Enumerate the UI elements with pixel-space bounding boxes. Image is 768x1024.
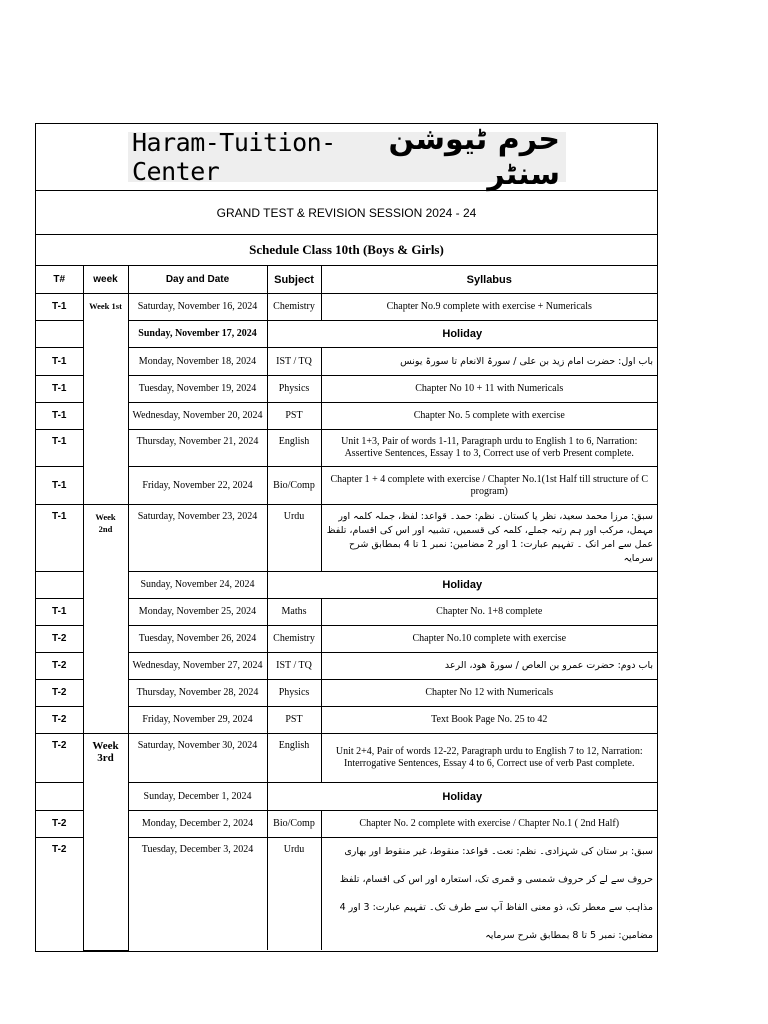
table-row bbox=[36, 599, 657, 626]
test-number: T-2 bbox=[36, 734, 83, 783]
day-date: Tuesday, November 26, 2024 bbox=[128, 626, 267, 653]
test-number: T-1 bbox=[36, 403, 83, 430]
subject: Physics bbox=[267, 680, 321, 707]
table-row bbox=[36, 403, 657, 430]
syllabus: Text Book Page No. 25 to 42 bbox=[321, 707, 657, 734]
banner-urdu: حرم ٹیوشن سنٹر bbox=[388, 122, 560, 192]
subject: Maths bbox=[267, 599, 321, 626]
header-t: T# bbox=[36, 266, 83, 294]
syllabus: Chapter No.10 complete with exercise bbox=[321, 626, 657, 653]
syllabus: Chapter No. 1+8 complete bbox=[321, 599, 657, 626]
week-cell: Week 2nd bbox=[83, 505, 128, 734]
syllabus: سبق: بر ستان کی شہزادی۔ نظم: نعت۔ قواعد: منقوط، غیر منقوط اور بھاری حروف سے لے کر حروف شمسی و قمری تک، استعارہ اور اس کی اقسام، تلفظ مذاہب سے معطر تک، ذو معنی الفاظ آپ سے طرف تک۔ تفہیم عبارت: 3 اور 4 مضامین: نمبر 5 تا 8 بمطابق شرح سرمایہ bbox=[321, 838, 657, 951]
table-row bbox=[36, 680, 657, 707]
test-number bbox=[36, 783, 83, 811]
subject: English bbox=[267, 734, 321, 783]
week-cell: Week 1st bbox=[83, 294, 128, 505]
session-subtitle: GRAND TEST & REVISION SESSION 2024 - 24 bbox=[36, 191, 657, 235]
table-row bbox=[36, 811, 657, 838]
table-row bbox=[36, 321, 657, 348]
table-row bbox=[36, 467, 657, 505]
syllabus: Chapter No.9 complete with exercise + Numericals bbox=[321, 294, 657, 321]
syllabus: باب اول: حضرت امام زید بن علی / سورۃ الانعام تا سورۃ یونس bbox=[321, 348, 657, 376]
table-row bbox=[36, 734, 657, 783]
test-number: T-1 bbox=[36, 467, 83, 505]
subject: Urdu bbox=[267, 838, 321, 951]
test-number: T-1 bbox=[36, 430, 83, 467]
title-row bbox=[36, 124, 657, 191]
schedule-title: Schedule Class 10th (Boys & Girls) bbox=[36, 235, 657, 266]
syllabus: باب دوم: حضرت عمرو بن العاص / سورۃ ھود، الرعد bbox=[321, 653, 657, 680]
day-date: Tuesday, December 3, 2024 bbox=[128, 838, 267, 951]
subject: Urdu bbox=[267, 505, 321, 572]
banner-english: Haram-Tuition-Center bbox=[132, 128, 336, 186]
day-date: Saturday, November 30, 2024 bbox=[128, 734, 267, 783]
syllabus: Chapter 1 + 4 complete with exercise / Chapter No.1(1st Half till structure of C program) bbox=[321, 467, 657, 505]
day-date: Wednesday, November 27, 2024 bbox=[128, 653, 267, 680]
holiday-label: Holiday bbox=[267, 783, 657, 811]
day-date: Tuesday, November 19, 2024 bbox=[128, 376, 267, 403]
test-number: T-2 bbox=[36, 626, 83, 653]
subject: Chemistry bbox=[267, 294, 321, 321]
subject: PST bbox=[267, 403, 321, 430]
syllabus: Chapter No. 2 complete with exercise / Chapter No.1 ( 2nd Half) bbox=[321, 811, 657, 838]
subject: Bio/Comp bbox=[267, 811, 321, 838]
day-date: Monday, November 25, 2024 bbox=[128, 599, 267, 626]
subject: PST bbox=[267, 707, 321, 734]
test-number: T-1 bbox=[36, 294, 83, 321]
syllabus: Unit 2+4, Pair of words 12-22, Paragraph urdu to English 7 to 12, Narration: Interrogative Sentences, Essay 4 to 6, Correct use of verb Past complete. bbox=[321, 734, 657, 783]
day-date: Sunday, November 24, 2024 bbox=[128, 572, 267, 599]
day-date: Thursday, November 28, 2024 bbox=[128, 680, 267, 707]
table-row bbox=[36, 626, 657, 653]
subject: Physics bbox=[267, 376, 321, 403]
table-row bbox=[36, 838, 657, 951]
test-number bbox=[36, 572, 83, 599]
day-date: Sunday, December 1, 2024 bbox=[128, 783, 267, 811]
syllabus: Chapter No. 5 complete with exercise bbox=[321, 403, 657, 430]
day-date: Monday, December 2, 2024 bbox=[128, 811, 267, 838]
test-number: T-1 bbox=[36, 505, 83, 572]
day-date: Friday, November 22, 2024 bbox=[128, 467, 267, 505]
table-row bbox=[36, 572, 657, 599]
test-number: T-2 bbox=[36, 707, 83, 734]
syllabus: Chapter No 10 + 11 with Numericals bbox=[321, 376, 657, 403]
day-date: Monday, November 18, 2024 bbox=[128, 348, 267, 376]
day-date: Wednesday, November 20, 2024 bbox=[128, 403, 267, 430]
week-cell: Week 3rd bbox=[83, 734, 128, 951]
day-date: Saturday, November 23, 2024 bbox=[128, 505, 267, 572]
test-number: T-2 bbox=[36, 653, 83, 680]
header-row bbox=[36, 266, 657, 294]
day-date: Thursday, November 21, 2024 bbox=[128, 430, 267, 467]
table-row bbox=[36, 376, 657, 403]
subject: IST / TQ bbox=[267, 348, 321, 376]
subject: Bio/Comp bbox=[267, 467, 321, 505]
header-subject: Subject bbox=[267, 266, 321, 294]
syllabus: Chapter No 12 with Numericals bbox=[321, 680, 657, 707]
test-number: T-2 bbox=[36, 838, 83, 951]
day-date: Friday, November 29, 2024 bbox=[128, 707, 267, 734]
day-date: Sunday, November 17, 2024 bbox=[128, 321, 267, 348]
test-number bbox=[36, 321, 83, 348]
subject: Chemistry bbox=[267, 626, 321, 653]
day-date: Saturday, November 16, 2024 bbox=[128, 294, 267, 321]
table-row bbox=[36, 653, 657, 680]
center-banner bbox=[128, 122, 566, 192]
test-number: T-2 bbox=[36, 680, 83, 707]
holiday-label: Holiday bbox=[267, 572, 657, 599]
test-number: T-1 bbox=[36, 348, 83, 376]
test-number: T-2 bbox=[36, 811, 83, 838]
table-row bbox=[36, 430, 657, 467]
schedule-table bbox=[36, 266, 657, 951]
subject: English bbox=[267, 430, 321, 467]
header-day: Day and Date bbox=[128, 266, 267, 294]
syllabus: Unit 1+3, Pair of words 1-11, Paragraph urdu to English 1 to 6, Narration: Assertive Sentences, Essay 1 to 3, Correct use of verb Present complete. bbox=[321, 430, 657, 467]
table-row bbox=[36, 348, 657, 376]
holiday-label: Holiday bbox=[267, 321, 657, 348]
header-syllabus: Syllabus bbox=[321, 266, 657, 294]
subject: IST / TQ bbox=[267, 653, 321, 680]
syllabus: سبق: مرزا محمد سعید، نظر یا کستان۔ نظم: حمد۔ قواعد: لفظ، جملہ کلمہ اور مہمل، مرکب اور ہم رتبہ جملے، کلمہ کی قسمیں، تشبیہ اور اس کی اقسام، تلفظ عمل سے امر انک ۔ تفہیم عبارت: 1 اور 2 مضامین: نمبر 1 تا 4 بمطابق شرح سرمایہ bbox=[321, 505, 657, 572]
table-row bbox=[36, 707, 657, 734]
table-row bbox=[36, 294, 657, 321]
table-row bbox=[36, 505, 657, 572]
table-row bbox=[36, 783, 657, 811]
test-number: T-1 bbox=[36, 599, 83, 626]
test-number: T-1 bbox=[36, 376, 83, 403]
header-week: week bbox=[83, 266, 128, 294]
schedule-sheet bbox=[35, 123, 658, 952]
